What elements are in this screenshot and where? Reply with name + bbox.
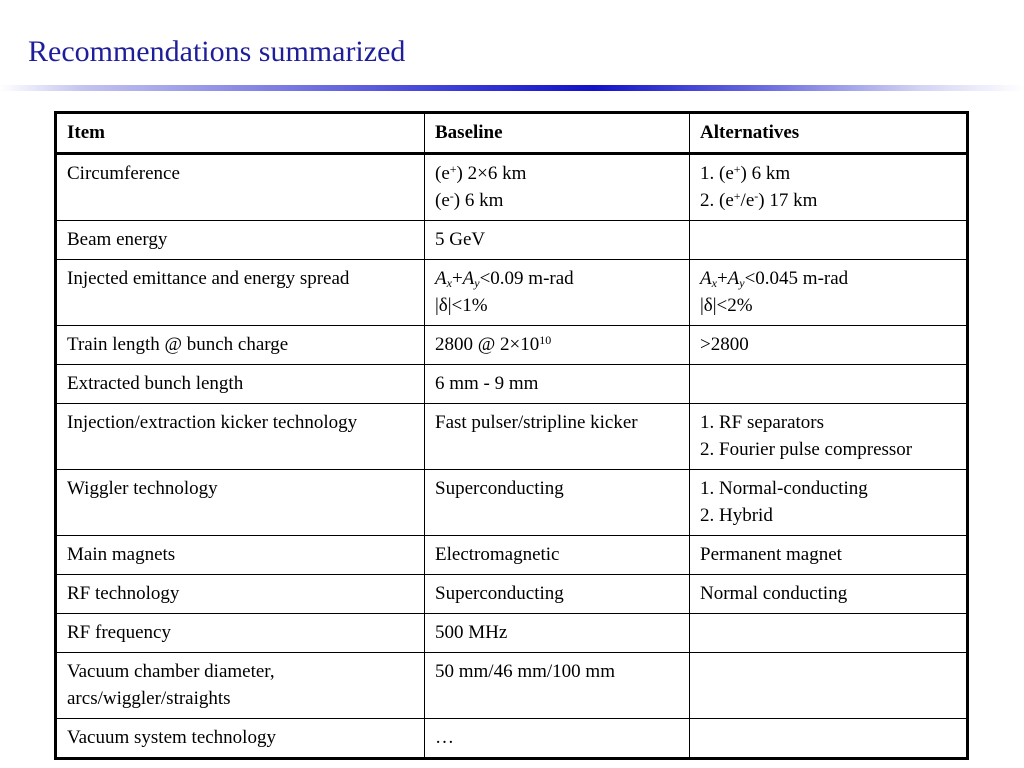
- cell-item: Injection/extraction kicker technology: [56, 404, 425, 470]
- title-divider: [0, 85, 1024, 91]
- header-baseline: Baseline: [425, 113, 690, 154]
- header-item: Item: [56, 113, 425, 154]
- cell-alternatives: Normal conducting: [690, 575, 968, 614]
- cell-alternatives: [690, 653, 968, 719]
- cell-baseline: Superconducting: [425, 470, 690, 536]
- table-row: [56, 365, 968, 404]
- cell-item: Circumference: [56, 154, 425, 221]
- cell-alternatives: >2800: [690, 326, 968, 365]
- table-row: [56, 260, 968, 326]
- cell-item: Main magnets: [56, 536, 425, 575]
- cell-item: Vacuum chamber diameter, arcs/wiggler/straights: [56, 653, 425, 719]
- table-row: [56, 404, 968, 470]
- cell-baseline: 500 MHz: [425, 614, 690, 653]
- cell-alternatives: 1. RF separators 2. Fourier pulse compressor: [690, 404, 968, 470]
- cell-alternatives: 1. (e+) 6 km 2. (e+/e-) 17 km: [690, 154, 968, 221]
- table-row: [56, 614, 968, 653]
- cell-alternatives: $A_x+A_y<0.045$ m-rad |δ|<2%: [690, 260, 968, 326]
- cell-baseline: Superconducting: [425, 575, 690, 614]
- table-row: [56, 719, 968, 759]
- table-row: [56, 154, 968, 221]
- cell-item: RF technology: [56, 575, 425, 614]
- cell-baseline: $A_x+A_y<0.09$ m-rad |δ|<1%: [425, 260, 690, 326]
- table-row: [56, 221, 968, 260]
- recommendations-table: [54, 111, 969, 760]
- cell-alternatives: [690, 221, 968, 260]
- page-title: Recommendations summarized: [28, 35, 406, 68]
- table-row: [56, 470, 968, 536]
- table-row: [56, 653, 968, 719]
- table-row: [56, 326, 968, 365]
- cell-baseline: 5 GeV: [425, 221, 690, 260]
- cell-alternatives: [690, 365, 968, 404]
- cell-baseline: …: [425, 719, 690, 759]
- cell-baseline: Electromagnetic: [425, 536, 690, 575]
- cell-item: RF frequency: [56, 614, 425, 653]
- table-row: [56, 536, 968, 575]
- cell-alternatives: [690, 719, 968, 759]
- cell-alternatives: 1. Normal-conducting 2. Hybrid: [690, 470, 968, 536]
- table-header-row: [56, 113, 968, 154]
- cell-item: Train length @ bunch charge: [56, 326, 425, 365]
- cell-baseline: 6 mm - 9 mm: [425, 365, 690, 404]
- header-alternatives: Alternatives: [690, 113, 968, 154]
- cell-baseline: 50 mm/46 mm/100 mm: [425, 653, 690, 719]
- cell-item: Extracted bunch length: [56, 365, 425, 404]
- table-row: [56, 575, 968, 614]
- cell-baseline: 2800 @ $2\times 10^{10}$: [425, 326, 690, 365]
- cell-item: Beam energy: [56, 221, 425, 260]
- cell-item: Wiggler technology: [56, 470, 425, 536]
- cell-alternatives: [690, 614, 968, 653]
- cell-item: Injected emittance and energy spread: [56, 260, 425, 326]
- cell-baseline: Fast pulser/stripline kicker: [425, 404, 690, 470]
- cell-alternatives: Permanent magnet: [690, 536, 968, 575]
- cell-baseline: (e+) 2×6 km (e-) 6 km: [425, 154, 690, 221]
- cell-item: Vacuum system technology: [56, 719, 425, 759]
